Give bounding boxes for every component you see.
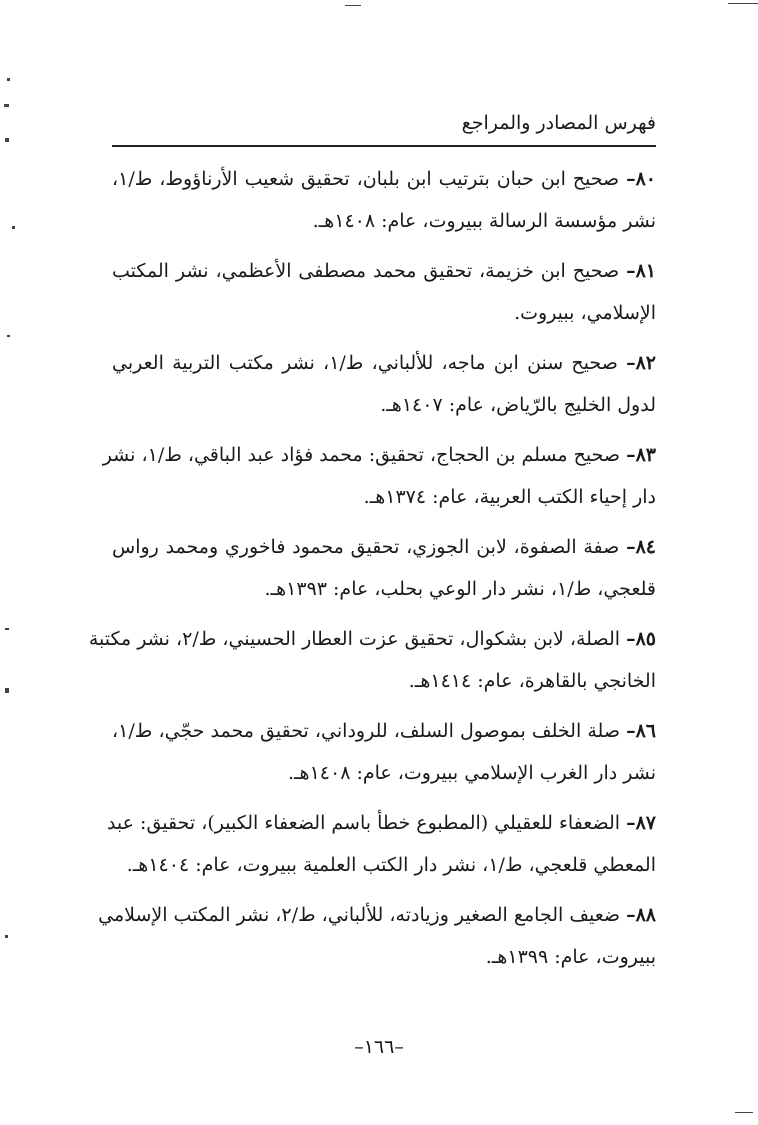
bibliography-entry	[112, 158, 656, 250]
header-rule	[112, 145, 656, 147]
entry-text-line2: المعطي قلعجي، ط/١، نشر دار الكتب العلمية ببيروت، عام: ١٤٠٤هـ.	[126, 854, 656, 876]
entry-text-line1: الضعفاء للعقيلي (المطبوع خطأ باسم الضعفاء الكبير)، تحقيق: عبد	[106, 812, 621, 834]
scan-mark-left-7	[5, 688, 9, 693]
entry-text-line1: صلة الخلف بموصول السلف، للروداني، تحقيق محمد حجّي، ط/١،	[112, 720, 620, 742]
scan-mark-top-right	[728, 3, 758, 4]
entry-text-line1: ضعيف الجامع الصغير وزيادته، للألباني، ط/٢، نشر المكتب الإسلامي	[98, 904, 621, 926]
entry-text-line1: صفة الصفوة، لابن الجوزي، تحقيق محمود فاخوري ومحمد رواس	[112, 536, 620, 558]
bibliography-entry	[98, 894, 656, 986]
entry-text-line1: صحيح ابن حبان بترتيب ابن بلبان، تحقيق شعيب الأرناؤوط، ط/١،	[112, 168, 620, 190]
page-number: –١٦٦–	[354, 1036, 404, 1058]
bibliography-entry	[112, 710, 656, 802]
scan-mark-top	[345, 5, 361, 6]
scan-mark-left-8	[5, 935, 8, 938]
entry-number: ٨٠–	[626, 168, 656, 190]
entry-text-line2: لدول الخليج بالرّياض، عام: ١٤٠٧هـ.	[380, 394, 656, 416]
scan-mark-left-5	[7, 335, 10, 337]
entry-text-line2: نشر دار الغرب الإسلامي ببيروت، عام: ١٤٠٨هـ.	[287, 762, 656, 784]
entry-text-line2: الإسلامي، ببيروت.	[514, 302, 656, 324]
entry-number: ٨٨–	[626, 904, 656, 926]
scan-mark-left-3	[5, 138, 9, 142]
bibliography-entry	[88, 618, 656, 710]
bibliography-entry	[112, 526, 656, 618]
scan-mark-left-1	[7, 78, 10, 81]
entry-text-line2: ببيروت، عام: ١٣٩٩هـ.	[485, 946, 656, 968]
bibliography-entry	[102, 434, 656, 526]
entry-text-line1: صحيح مسلم بن الحجاج، تحقيق: محمد فؤاد عبد الباقي، ط/١، نشر	[102, 444, 621, 466]
bibliography-entry	[106, 802, 656, 894]
bibliography-entry	[112, 250, 656, 342]
scan-mark-left-2	[4, 104, 9, 107]
entry-number: ٨٥–	[626, 628, 656, 650]
entry-text-line1: الصلة، لابن بشكوال، تحقيق عزت العطار الحسيني، ط/٢، نشر مكتبة	[88, 628, 621, 650]
entry-number: ٨٣–	[626, 444, 656, 466]
entry-number: ٨١–	[626, 260, 656, 282]
entry-number: ٨٤–	[626, 536, 656, 558]
entry-text-line2: قلعجي، ط/١، نشر دار الوعي بحلب، عام: ١٣٩٣هـ.	[264, 578, 656, 600]
entry-number: ٨٦–	[626, 720, 656, 742]
entry-number: ٨٧–	[626, 812, 656, 834]
entry-number: ٨٢–	[626, 352, 656, 374]
entry-text-line1: صحيح ابن خزيمة، تحقيق محمد مصطفى الأعظمي، نشر المكتب	[112, 260, 620, 282]
entry-text-line1: صحيح سنن ابن ماجه، للألباني، ط/١، نشر مكتب التربية العربي	[112, 352, 618, 374]
entry-text-line2: الخانجي بالقاهرة، عام: ١٤١٤هـ.	[408, 670, 656, 692]
bibliography-list	[88, 158, 656, 986]
bibliography-entry	[112, 342, 656, 434]
scan-mark-left-4	[12, 226, 15, 229]
running-header: فهرس المصادر والمراجع	[461, 112, 656, 134]
scan-mark-bottom-right	[735, 1112, 753, 1113]
entry-text-line2: نشر مؤسسة الرسالة ببيروت، عام: ١٤٠٨هـ.	[312, 210, 656, 232]
entry-text-line2: دار إحياء الكتب العربية، عام: ١٣٧٤هـ.	[363, 486, 656, 508]
scan-mark-left-6	[5, 628, 9, 630]
